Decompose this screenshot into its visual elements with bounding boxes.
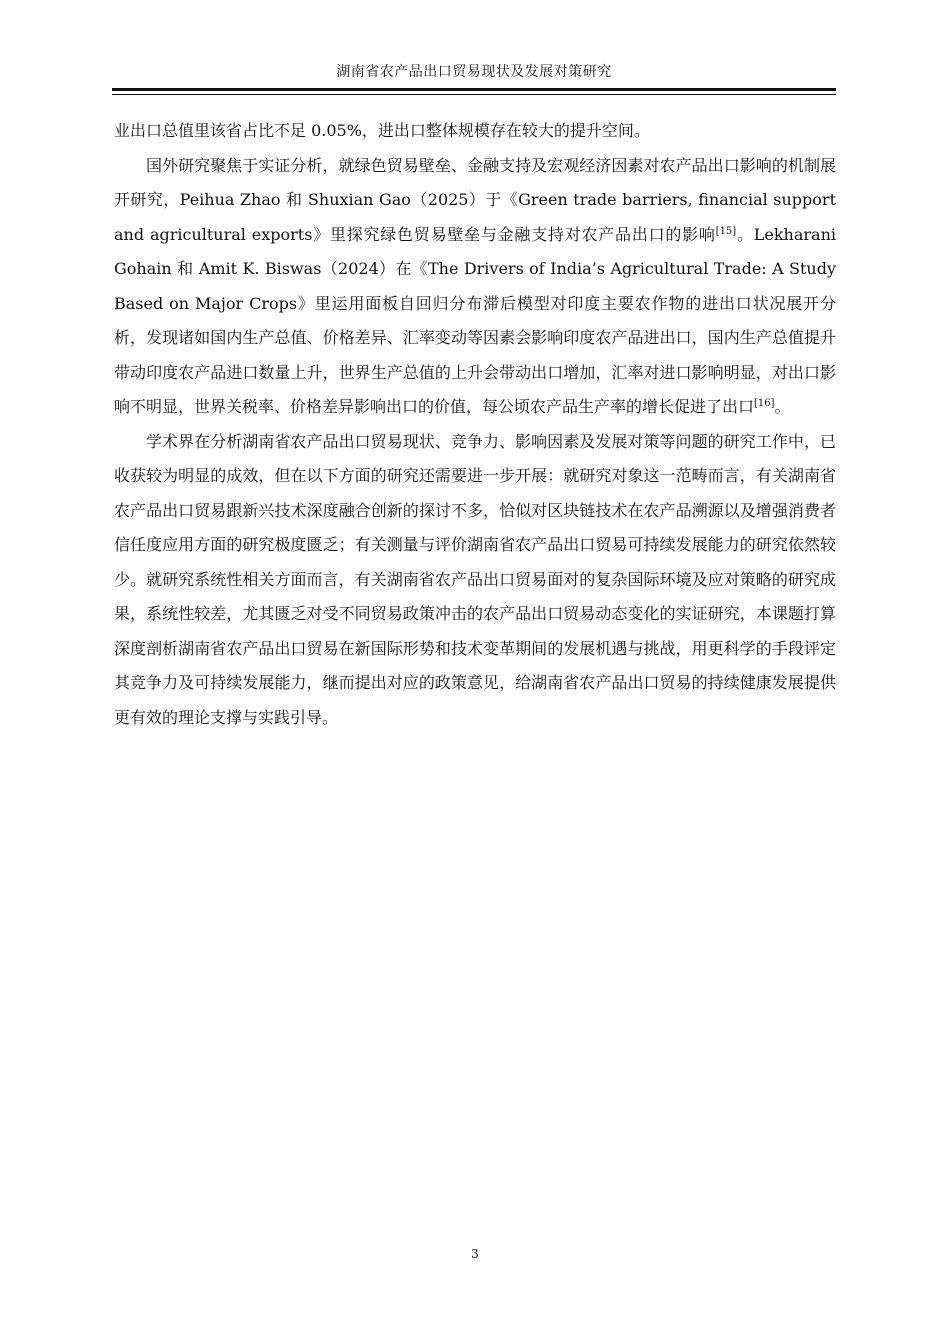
paragraph-text-part-2: 。Lekharani Gohain 和 Amit K. Biswas（2024）在《The Drivers of India’s Agricultural Trade: A Study Based on Major Crops》里运用面板自回归分布滞后模型对印度主要农作物的进出口状况展开分析，发现诸如国内生产总值、价格差异、汇率变动等因素会影响印度农产品进出口，国内生产总值提升带动印度农产品进口数量上升，世界生产总值的上升会带动出口增加，汇率对进口影响明显，对出口影响不明显，世界关税率、价格差异影响出口的价值，每公顷农产品生产率的增长促进了出口: [114, 224, 836, 416]
running-header: 湖南省农产品出口贸易现状及发展对策研究: [336, 64, 612, 80]
citation-15: [15]: [715, 225, 737, 237]
paragraph-text-part-3: 。: [774, 397, 791, 416]
page-number: 3: [471, 1247, 479, 1261]
citation-16: [16]: [754, 398, 775, 409]
paragraph-continuation: 业出口总值里该省占比不足 0.05%，进出口整体规模存在较大的提升空间。: [114, 121, 650, 140]
body-text: [114, 114, 836, 735]
paragraph-foreign-research: [114, 149, 836, 425]
paragraph-text-part-1: 国外研究聚焦于实证分析，就绿色贸易壁垒、金融支持及宏观经济因素对农产品出口影响的机制展开研究，Peihua Zhao 和 Shuxian Gao（2025）于《Green trade barriers, financial support and agricultural exports》里探究绿色贸易壁垒与金融支持对农产品出口的影响: [114, 155, 836, 244]
paragraph-research-gap: 学术界在分析湖南省农产品出口贸易现状、竞争力、影响因素及发展对策等问题的研究工作中，已收获较为明显的成效，但在以下方面的研究还需要进一步开展：就研究对象这一范畴而言，有关湖南省农产品出口贸易跟新兴技术深度融合创新的探讨不多，恰似对区块链技术在农产品溯源以及增强消费者信任度应用方面的研究极度匮乏；有关测量与评价湖南省农产品出口贸易可持续发展能力的研究依然较少。就研究系统性相关方面而言，有关湖南省农产品出口贸易面对的复杂国际环境及应对策略的研究成果，系统性较差，尤其匮乏对受不同贸易政策冲击的农产品出口贸易动态变化的实证研究，本课题打算深度剖析湖南省农产品出口贸易在新国际形势和技术变革期间的发展机遇与挑战，用更科学的手段评定其竞争力及可持续发展能力，继而提出对应的政策意见，给湖南省农产品出口贸易的持续健康发展提供更有效的理论支撑与实践引导。: [114, 431, 836, 727]
header-rule-thick: [112, 88, 836, 91]
header-rule-thin: [112, 94, 836, 95]
